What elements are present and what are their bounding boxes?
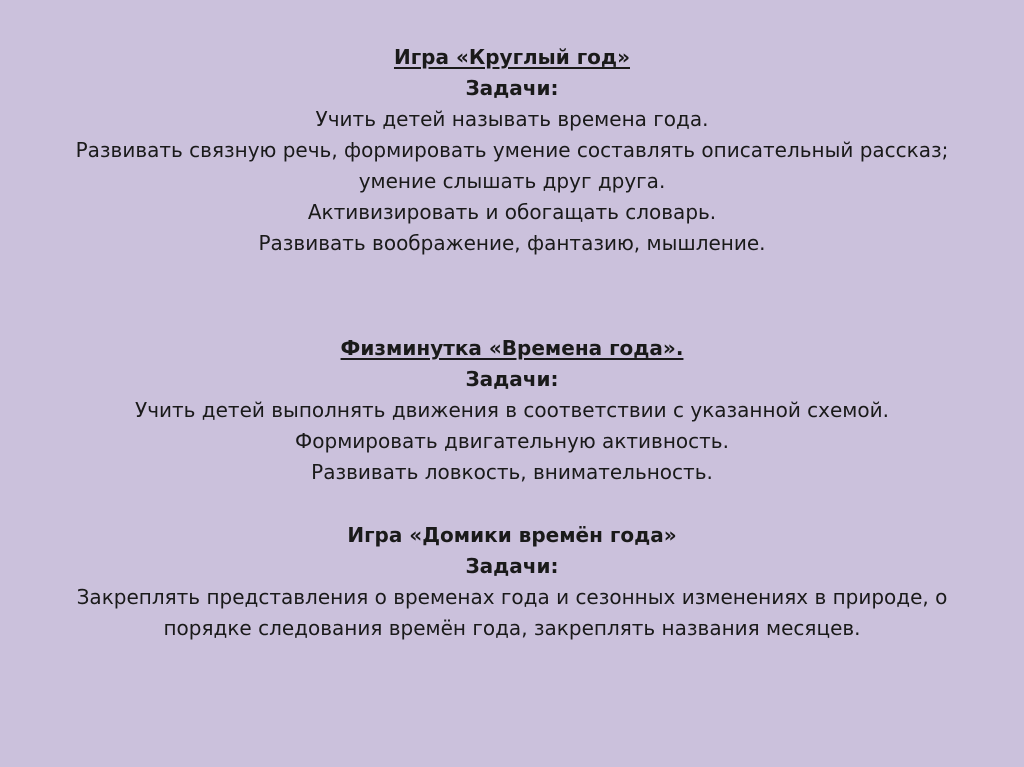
section-subtitle: Задачи: <box>465 76 559 100</box>
task-line: Активизировать и обогащать словарь. <box>307 200 717 224</box>
section-kruglyj-god <box>0 42 1024 259</box>
section-subtitle: Задачи: <box>465 554 559 578</box>
task-line: Развивать воображение, фантазию, мышление. <box>258 231 766 255</box>
task-line: Закреплять представления о временах года и сезонных изменениях в природе, о <box>76 585 948 609</box>
task-line: Учить детей называть времена года. <box>315 107 709 131</box>
section-domiki <box>0 520 1024 644</box>
section-title: Игра «Круглый год» <box>393 45 630 69</box>
task-line: Развивать связную речь, формировать умение составлять описательный рассказ; <box>75 138 949 162</box>
section-title: Физминутка «Времена года». <box>340 336 684 360</box>
section-fizminutka <box>0 333 1024 488</box>
task-line: Учить детей выполнять движения в соответствии с указанной схемой. <box>135 398 889 422</box>
section-title: Игра «Домики времён года» <box>347 523 677 547</box>
task-line: умение слышать друг друга. <box>358 169 666 193</box>
task-line: порядке следования времён года, закреплять названия месяцев. <box>163 616 861 640</box>
task-line: Формировать двигательную активность. <box>295 429 729 453</box>
section-subtitle: Задачи: <box>465 367 559 391</box>
task-line: Развивать ловкость, внимательность. <box>311 460 713 484</box>
